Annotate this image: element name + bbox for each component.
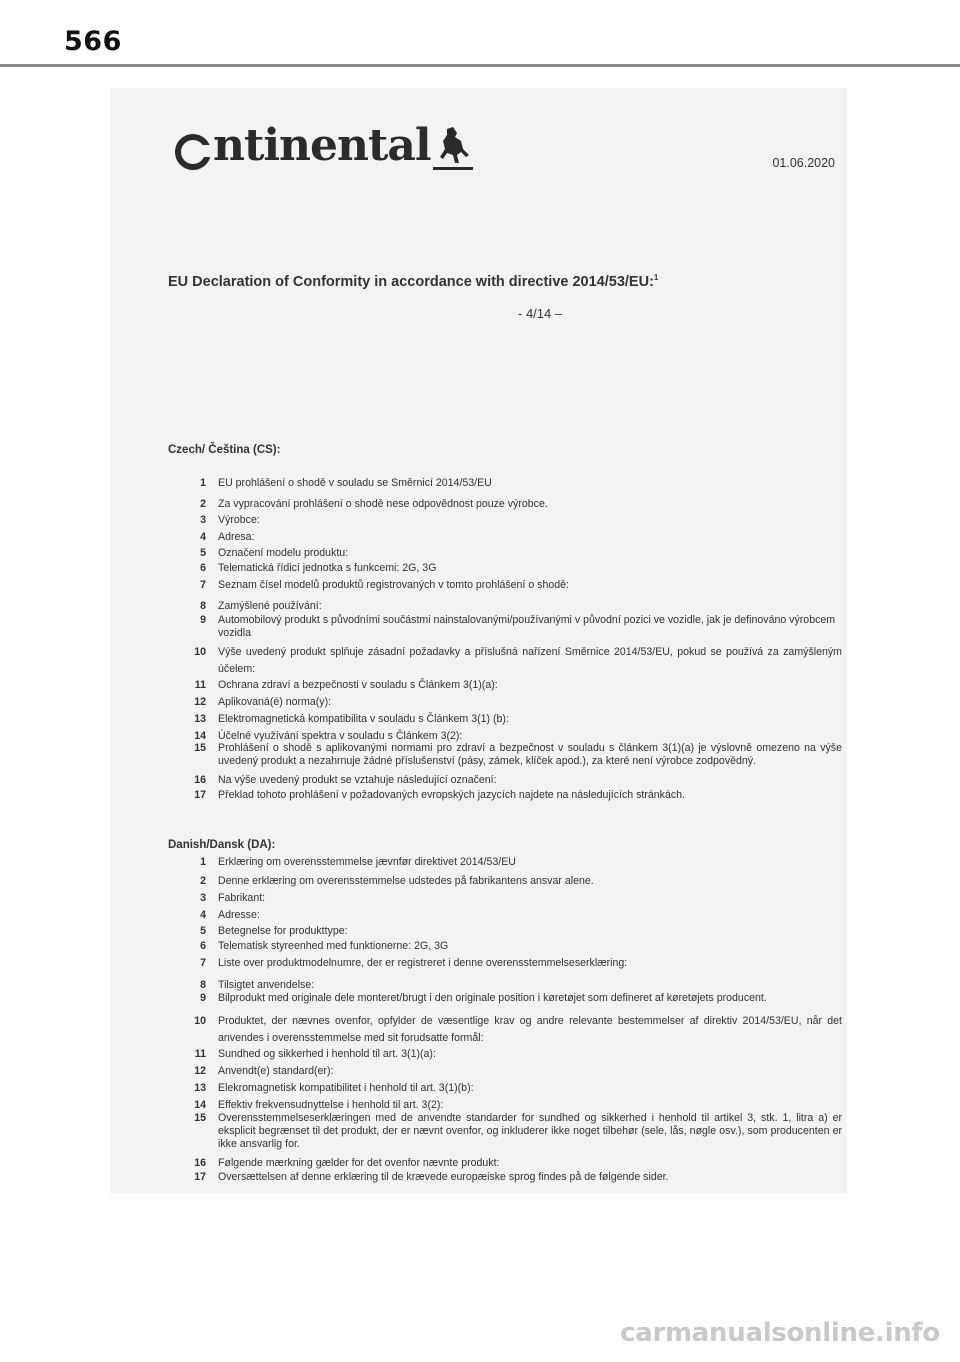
document-title — [168, 273, 658, 290]
logo-text: ntinental — [213, 120, 431, 171]
document-date: 01.06.2020 — [772, 156, 835, 170]
watermark: carmanualsonline.info — [620, 1318, 940, 1348]
section-heading-czech: Czech/ Čeština (CS): — [168, 444, 281, 456]
document-page-indicator: - 4/14 – — [518, 306, 563, 321]
title-footnote: 1 — [653, 273, 659, 282]
scanned-document: ntinental 01.06.2020 EU Declaration of Conformity in accordance with directive 2014/53/EU:$^1$ - 4/14 – Czech/ Čeština (CS): 1 EU prohlášení o shodě v souladu se Směrnicí 2014/53/EU 2 Za vypracování prohlášení o shodě nese odpovědnost pouze výrobce. 3 Výrobce: 4 Adresa: 5 Označení modelu produktu: 6 Telematická řídicí jednotka s funkcemi: 2G, 3G 7 Seznam čísel modelů produktů registrovaných v tomto prohlášení o shodě: 8 Zamýšlené používání: 9 Automobilový produkt s původními součástmi nainstalovanými/používanými v původní pozici ve vozidle, jak je definováno výrobcem vozidla 10 Výše uvedený produkt splňuje zásadní požadavky a příslušná nařízení Směrnice 2014/53/EU, pokud se používá za zamýšleným účelem: 11 Ochrana zdraví a bezpečnosti v souladu s Článkem 3(1)(a): 12 Aplikovaná(é) norma(y): 13 Elektromagnetická kompatibilita v souladu s Článkem 3(1) (b): 14 Účelné využívání spektra v souladu s Článkem 3(2): 15 Prohlášení o shodě s aplikovanými normami pro zdraví a bezpečnost v souladu s článkem 3(1)(a) je výslovně omezeno na výše uvedený produkt a nezahrnuje žádné příslušenství (pásy, zámek, klíček apod.), za které není výrobce zodpovědný. 16 Na výše uvedený produkt se vztahuje následující označení: 17 Překlad tohoto prohlášení v požadovaných evropských jazycích najdete na následujících stránkách. Danish/Dansk (DA): 1 Erklæring om overensstemmelse jævnfør direktivet 2014/53/EU 2 Denne erklæring om overensstemmelse udstedes på fabrikantens ansvar alene. 3 Fabrikant: 4 Adresse: 5 Betegnelse for produkttype: 6 Telematisk styreenhed med funktionerne: 2G, 3G 7 Liste over produktmodelnumre, der er registreret i denne overensstemmelseserklæring: 8 Tilsigtet anvendelse: 9 Bilprodukt med originale dele monteret/brugt i den originale position i køretøjet som defineret af køretøjets producent. 10 Produktet, der nævnes ovenfor, opfylder de væsentlige krav og andre relevante bestemmelser af direktiv 2014/53/EU, når det anvendes i overensstemmelse med sit forudsatte formål: 11 Sundhed og sikkerhed i henhold til art. 3(1)(a): 12 Anvendt(e) standard(er): 13 Elekromagnetisk kompatibilitet i henhold til art. 3(1)(b): 14 Effektiv frekvensudnyttelse i henhold til art. 3(2): 15 Overensstemmelseserklæringen med de anvendte standarder for sundhed og sikkerhed i henhold til artikel 3, stk. 1, litra a) er eksplicit begrænset til det produkt, der er nævnt ovenfor, og inkluderer ikke noget tilbehør (sele, lås, nøgle osv.), som producenten er ikke ansvarlig for. 16 Følgende mærkning gælder for det ovenfor nævnte produkt: 17 Oversættelsen af denne erklæring til de krævede europæiske sprog findes på de følgende sider. — [110, 88, 847, 1193]
header-divider — [0, 64, 960, 67]
page-number: 566 — [64, 26, 122, 57]
continental-logo — [173, 120, 473, 171]
section-heading-danish: Danish/Dansk (DA): — [168, 839, 276, 851]
horse-icon — [433, 125, 473, 171]
document-title-text: EU Declaration of Conformity in accordance with directive 2014/53/EU: — [168, 273, 654, 290]
logo-c-icon — [173, 131, 213, 171]
